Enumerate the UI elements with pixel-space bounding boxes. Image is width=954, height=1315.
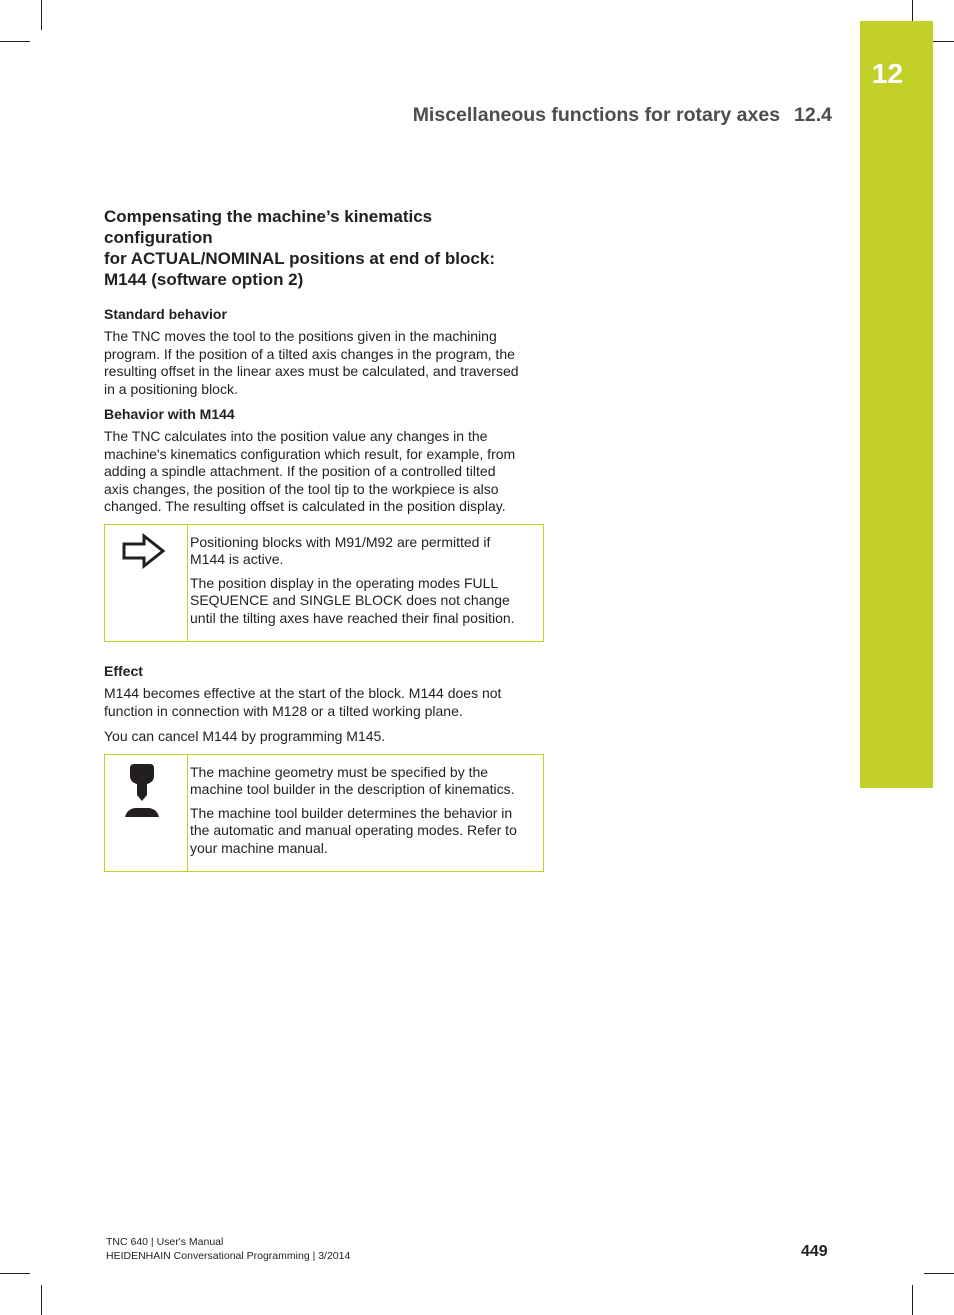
text-line: Positioning blocks with M91/M92 are permitted if: [190, 533, 491, 550]
note-paragraph: [190, 805, 535, 858]
text-line: The TNC calculates into the position value any changes in the: [104, 428, 488, 444]
standard-behavior-heading: Standard behavior: [104, 306, 227, 322]
section-title-line: for ACTUAL/NOMINAL positions at end of block:: [104, 249, 495, 268]
section-title-line: M144 (software option 2): [104, 270, 304, 289]
crop-mark: [0, 41, 30, 42]
behavior-m144-text: [104, 428, 544, 516]
arrow-right-icon: [105, 525, 188, 642]
footer: [106, 1235, 350, 1263]
chapter-tab: [860, 21, 933, 788]
text-line: machine tool builder in the description of kinematics.: [190, 781, 515, 797]
text-line: machine's kinematics configuration which result, for example, from: [104, 445, 516, 462]
text-line: your machine manual.: [190, 839, 328, 856]
text-line: program. If the position of a tilted axis changes in the program, the: [104, 345, 515, 362]
effect-cancel-text: You can cancel M144 by programming M145.: [104, 728, 386, 744]
note-paragraph: [190, 575, 535, 628]
standard-behavior-text: [104, 328, 544, 398]
text-line: changed. The resulting offset is calculated in the position display.: [104, 498, 506, 514]
section-title-line: Compensating the machine’s kinematics configuration: [104, 207, 433, 247]
machine-dependent-icon: [105, 755, 188, 872]
text-line: The machine tool builder determines the behavior in: [190, 804, 513, 821]
running-header: [413, 104, 832, 127]
section-title: [104, 206, 544, 290]
text-line: M144 becomes effective at the start of the block. M144 does not: [104, 685, 502, 701]
chapter-number: 12: [871, 58, 904, 89]
text-line: The machine geometry must be specified by the: [190, 763, 489, 780]
text-line: M144 is active.: [190, 551, 284, 567]
note-box-positioning: [104, 524, 544, 643]
crop-mark: [924, 1273, 954, 1274]
note-box-machine: [104, 754, 544, 873]
running-header-number: 12.4: [794, 104, 832, 126]
text-line: adding a spindle attachment. If the position of a controlled tilted: [104, 463, 496, 479]
crop-mark: [912, 1285, 913, 1315]
crop-mark: [41, 0, 42, 30]
text-line: axis changes, the position of the tool tip to the workpiece is also: [104, 480, 499, 497]
text-line: resulting offset in the linear axes must be calculated, and traversed: [104, 363, 519, 379]
note-paragraph: [190, 534, 535, 569]
crop-mark: [0, 1273, 30, 1274]
effect-text: [104, 685, 544, 720]
behavior-m144-heading: Behavior with M144: [104, 406, 235, 422]
page-number: 449: [801, 1243, 828, 1260]
text-line: the automatic and manual operating modes. Refer to: [190, 822, 517, 838]
footer-edition: HEIDENHAIN Conversational Programming | 3/2014: [106, 1250, 351, 1262]
effect-heading: Effect: [104, 663, 143, 679]
running-header-title: Miscellaneous functions for rotary axes: [412, 104, 781, 126]
text-line: until the tilting axes have reached their final position.: [190, 609, 515, 626]
text-line: SEQUENCE and SINGLE BLOCK does not change: [190, 592, 510, 608]
page-content: [104, 206, 544, 893]
note-body: [188, 525, 543, 634]
text-line: The position display in the operating modes FULL: [190, 574, 499, 591]
footer-manual-title: TNC 640 | User's Manual: [106, 1236, 224, 1248]
crop-mark: [41, 1285, 42, 1315]
note-body: [188, 755, 543, 864]
text-line: function in connection with M128 or a tilted working plane.: [104, 702, 463, 719]
note-paragraph: [190, 764, 535, 799]
text-line: The TNC moves the tool to the positions given in the machining: [104, 328, 497, 344]
text-line: in a positioning block.: [104, 380, 238, 397]
